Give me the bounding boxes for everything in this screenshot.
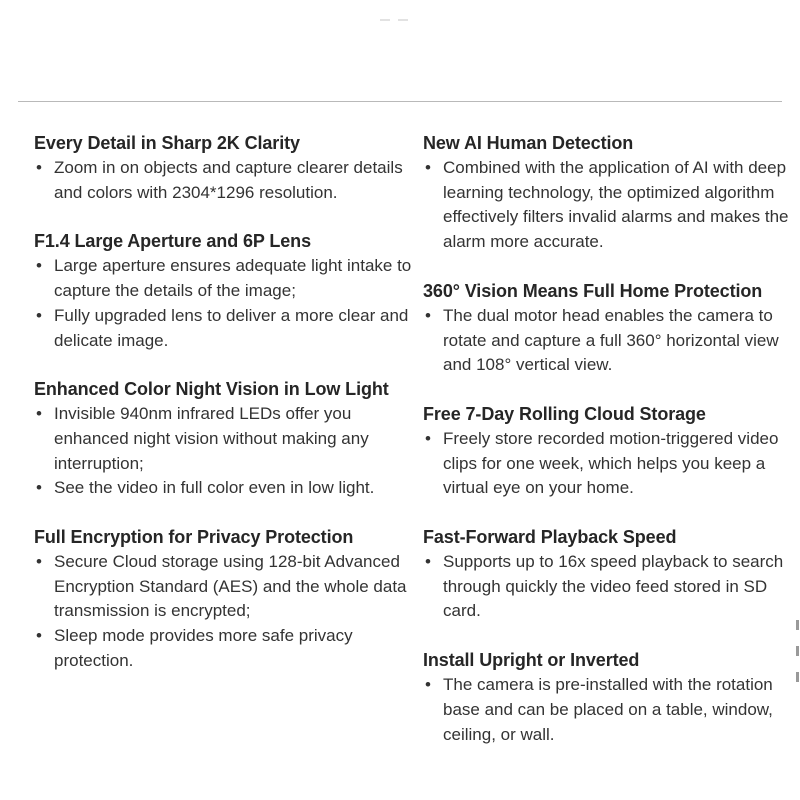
feature-section — [423, 525, 793, 624]
feature-bullets — [34, 550, 419, 674]
feature-title: New AI Human Detection — [423, 133, 634, 153]
feature-bullets — [423, 673, 793, 747]
feature-bullet: • Freely store recorded motion-triggered video clips for one week, which helps you keep a virtual eye on your home. — [423, 427, 793, 501]
feature-title: Free 7-Day Rolling Cloud Storage — [423, 403, 706, 424]
feature-section — [34, 131, 419, 205]
feature-bullets — [423, 304, 793, 378]
feature-bullet: • Fully upgraded lens to deliver a more clear and delicate image. — [34, 304, 419, 353]
feature-section — [34, 229, 419, 353]
feature-bullet: • Secure Cloud storage using 128-bit Advanced Encryption Standard (AES) and the whole data transmission is encrypted; — [34, 550, 419, 624]
header-divider — [18, 101, 782, 102]
top-decoration — [380, 8, 420, 14]
feature-title: Install Upright or Inverted — [423, 650, 640, 671]
feature-bullets — [423, 550, 793, 624]
feature-bullets — [34, 254, 419, 353]
feature-title: Full Encryption for Privacy Protection — [34, 527, 354, 548]
feature-bullet: • The camera is pre-installed with the rotation base and can be placed on a table, window, ceiling, or wall. — [423, 673, 793, 747]
edge-decoration — [796, 620, 800, 720]
feature-bullets — [34, 156, 419, 205]
feature-section — [423, 131, 793, 255]
feature-bullet: • Large aperture ensures adequate light intake to capture the details of the image; — [34, 254, 419, 303]
feature-bullet: • See the video in full color even in low light. — [34, 476, 419, 501]
feature-bullets — [423, 156, 793, 255]
feature-bullets — [34, 402, 419, 501]
feature-bullet: • Combined with the application of AI with deep learning technology, the optimized algorithm effectively filters invalid alarms and makes the alarm more accurate. — [423, 156, 793, 255]
feature-title: F1.4 Large Aperture and 6P Lens — [34, 231, 311, 252]
feature-section — [423, 648, 793, 747]
feature-title: 360° Vision Means Full Home Protection — [423, 280, 763, 301]
feature-bullet: • Sleep mode provides more safe privacy protection. — [34, 624, 419, 673]
feature-bullet: • Zoom in on objects and capture clearer details and colors with 2304*1296 resolution. — [34, 156, 419, 205]
left-feature-column — [34, 131, 419, 674]
feature-section — [34, 525, 419, 674]
feature-section — [423, 402, 793, 501]
feature-title: Every Detail in Sharp 2K Clarity — [34, 133, 300, 153]
feature-bullet: • The dual motor head enables the camera to rotate and capture a full 360° horizontal view and 108° vertical view. — [423, 304, 793, 378]
feature-title: Enhanced Color Night Vision in Low Light — [34, 379, 389, 400]
feature-title: Fast-Forward Playback Speed — [423, 527, 677, 548]
feature-section — [34, 377, 419, 501]
feature-bullets — [423, 427, 793, 501]
feature-bullet: • Supports up to 16x speed playback to search through quickly the video feed stored in SD card. — [423, 550, 793, 624]
right-feature-column — [423, 131, 793, 747]
feature-section — [423, 279, 793, 378]
feature-bullet: • Invisible 940nm infrared LEDs offer you enhanced night vision without making any interruption; — [34, 402, 419, 476]
